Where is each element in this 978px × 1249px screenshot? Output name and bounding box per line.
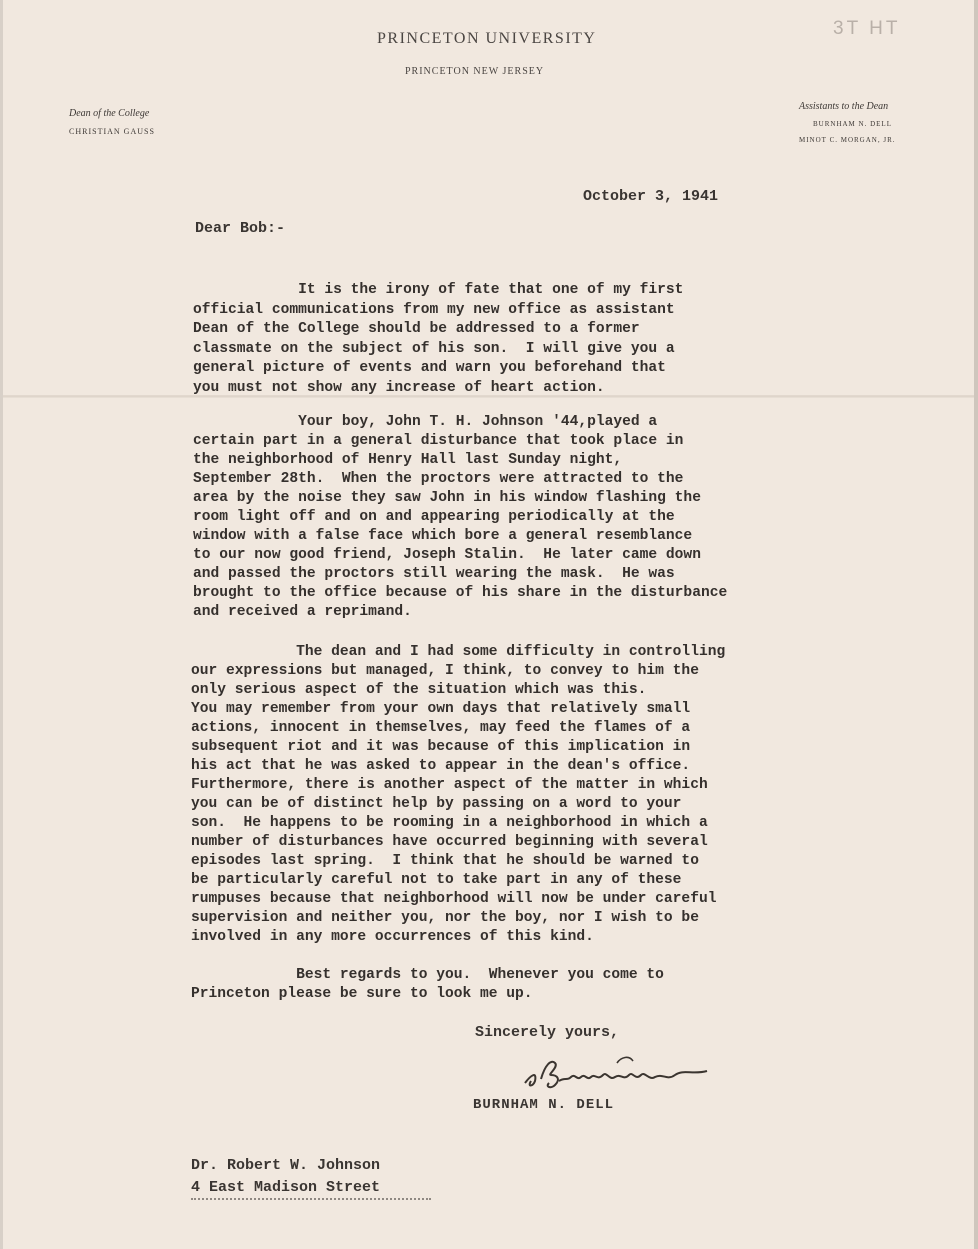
paragraph-line: actions, innocent in themselves, may feed the flames of a: [191, 720, 691, 736]
paragraph-line: certain part in a general disturbance that took place in: [193, 433, 684, 449]
letter-date: October 3, 1941: [583, 188, 719, 205]
paragraph-line: Best regards to you. Whenever you come to: [191, 967, 664, 983]
paragraph-line: the neighborhood of Henry Hall last Sunday night,: [193, 452, 623, 468]
pencil-annotation: 3T HT: [833, 18, 901, 39]
paragraph-line: classmate on the subject of his son. I will give you a: [193, 340, 675, 357]
paragraph-line: his act that he was asked to appear in the dean's office.: [191, 758, 691, 774]
paragraph-line: Furthermore, there is another aspect of the matter in which: [191, 777, 708, 793]
paragraph-line: only serious aspect of the situation which was this.: [191, 682, 647, 698]
paragraph-line: and passed the proctors still wearing the mask. He was: [193, 566, 675, 582]
paragraph-line: Dean of the College should be addressed to a former: [193, 321, 640, 337]
paragraph-line: you can be of distinct help by passing on a word to your: [191, 796, 682, 812]
paragraph-line: September 28th. When the proctors were attracted to the: [193, 471, 684, 487]
recipient-address: [191, 1155, 380, 1199]
paragraph-2: [193, 413, 727, 622]
paragraph-line: area by the noise they saw John in his window flashing the: [193, 490, 701, 506]
paragraph-line: you must not show any increase of heart action.: [193, 379, 605, 396]
letterhead-location: PRINCETON NEW JERSEY: [405, 66, 545, 77]
paragraph-1: [193, 281, 683, 398]
paragraph-line: supervision and neither you, nor the boy, nor I wish to be: [191, 910, 699, 926]
paragraph-line: number of disturbances have occurred beginning with several: [191, 834, 708, 850]
paragraph-line: You may remember from your own days that relatively small: [191, 701, 691, 717]
letterhead-institution: PRINCETON UNIVERSITY: [377, 30, 597, 47]
paragraph-line: window with a false face which bore a general resemblance: [193, 528, 693, 544]
paragraph-line: The dean and I had some difficulty in controlling: [191, 644, 726, 660]
paragraph-line: son. He happens to be rooming in a neighborhood in which a: [191, 815, 708, 831]
paragraph-line: to our now good friend, Joseph Stalin. He later came down: [193, 547, 701, 563]
paragraph-line: general picture of events and warn you beforehand that: [193, 360, 666, 376]
assistant-name-2: MINOT C. MORGAN, JR.: [799, 136, 896, 144]
signer-name: BURNHAM N. DELL: [473, 1097, 615, 1113]
paragraph-line: It is the irony of fate that one of my first: [193, 282, 684, 298]
dean-title: Dean of the College: [69, 108, 150, 119]
paragraph-3: [191, 643, 725, 947]
address-line: Dr. Robert W. Johnson: [191, 1157, 381, 1174]
paragraph-line: Your boy, John T. H. Johnson '44,played a: [193, 414, 658, 430]
closing: Sincerely yours,: [475, 1024, 620, 1041]
assistants-title: Assistants to the Dean: [799, 101, 889, 112]
paragraph-line: be particularly careful not to take part in any of these: [191, 872, 682, 888]
paragraph-line: brought to the office because of his share in the disturbance: [193, 585, 728, 601]
cut-off-address-line: [191, 1198, 431, 1206]
paragraph-line: Princeton please be sure to look me up.: [191, 986, 533, 1002]
paragraph-line: rumpuses because that neighborhood will now be under careful: [191, 891, 717, 907]
paragraph-line: room light off and on and appearing periodically at the: [193, 509, 675, 525]
paragraph-line: and received a reprimand.: [193, 604, 412, 620]
salutation: Dear Bob:-: [195, 220, 286, 237]
address-line: 4 East Madison Street: [191, 1179, 381, 1196]
letterhead-left-block: [69, 108, 155, 136]
letterhead-right-block: [799, 101, 896, 144]
assistant-name-1: BURNHAM N. DELL: [813, 120, 892, 128]
paragraph-line: involved in any more occurrences of this kind.: [191, 929, 594, 945]
paragraph-line: our expressions but managed, I think, to convey to him the: [191, 663, 699, 679]
paragraph-line: official communications from my new office as assistant: [193, 301, 675, 318]
paragraph-4: [191, 966, 664, 1004]
paragraph-line: subsequent riot and it was because of this implication in: [191, 739, 691, 755]
dean-name: CHRISTIAN GAUSS: [69, 127, 155, 136]
paragraph-line: episodes last spring. I think that he should be warned to: [191, 853, 699, 869]
handwritten-signature: [517, 1045, 717, 1099]
